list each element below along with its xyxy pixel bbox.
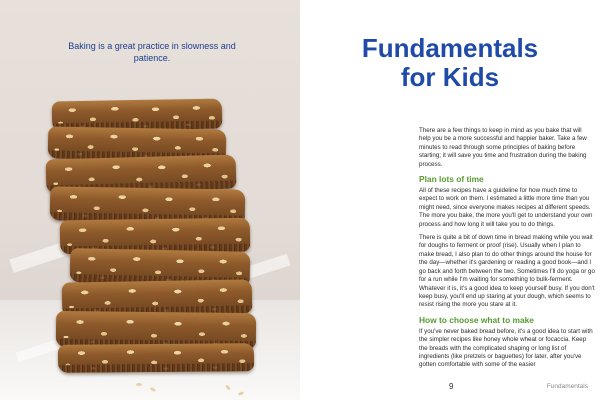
section-heading-plan-time: Plan lots of time xyxy=(419,174,484,185)
title-line-2: for Kids xyxy=(400,62,500,92)
running-head: Fundamentals xyxy=(546,383,588,390)
section-paragraph: All of these recipes have a guideline for how much time to expect to work on them. I estimated a little more time than you might need, since everyone makes recipes at different speeds. The more you bake, the more you'll get to understand your own process and how long it will take you to do things. xyxy=(419,187,593,228)
title-line-1: Fundamentals xyxy=(361,33,539,63)
bread-slice xyxy=(58,343,254,373)
body-text xyxy=(419,127,595,375)
page-title xyxy=(300,34,600,92)
section-paragraph: There is quite a bit of down time in bread making while you wait for doughs to ferment or proof (rise). Usually when I plan to make bread, I also plan to do other things around the house for the day—whether it's gardening or reading a good book—and I go back and forth between the two. Sometimes I'll do yoga or go for a run while I'm waiting for something to bulk-ferment. Whatever it is, it's a good idea to keep yourself busy. If you don't keep busy, you'll end up staring at your dough, which seems to resist rising the more you stare at it. xyxy=(419,234,595,309)
intro-paragraph: There are a few things to keep in mind as you bake that will help you be a more successful and happier baker. Take a few minutes to read through some principles of baking before starting; it will save you time and frustration during the baking process. xyxy=(419,127,587,168)
section-paragraph: If you've never baked bread before, it's a good idea to start with the simpler recipes like honey whole wheat or focaccia. Keep the breads with the complicated shaping or long list of ingredients (like pretzels or baguettes) for later, after you've gotten comfortable with some of the easier xyxy=(419,327,593,369)
section-heading-choose: How to choose what to make xyxy=(419,314,534,325)
photo-caption: Baking is a great practice in slowness and patience. xyxy=(68,41,236,63)
loose-oat xyxy=(136,383,142,386)
page-number: 9 xyxy=(449,382,454,391)
text-page xyxy=(300,0,600,400)
